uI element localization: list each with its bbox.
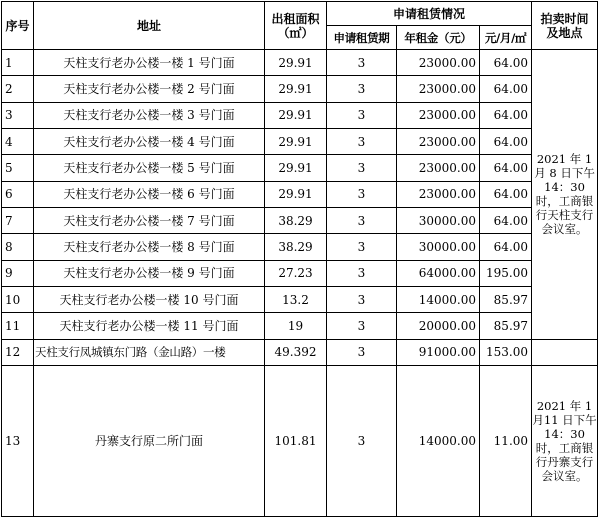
cell-annual-rent: 30000.00 bbox=[397, 234, 480, 260]
table-row bbox=[2, 50, 598, 76]
cell-address: 天柱支行老办公楼一楼 5 号门面 bbox=[34, 155, 265, 181]
table-row bbox=[2, 102, 598, 128]
cell-address: 天柱支行老办公楼一楼 3 号门面 bbox=[34, 102, 265, 128]
cell-term: 3 bbox=[327, 234, 397, 260]
cell-auction-info-1: 2021 年 1 月 8 日下午 14：30 时，工商银行天柱支行会议室。 bbox=[532, 50, 598, 340]
header-annual-rent: 年租金（元） bbox=[397, 26, 480, 50]
cell-term: 3 bbox=[327, 313, 397, 339]
cell-address: 天柱支行老办公楼一楼 7 号门面 bbox=[34, 208, 265, 234]
cell-annual-rent: 91000.00 bbox=[397, 339, 480, 365]
cell-annual-rent: 30000.00 bbox=[397, 208, 480, 234]
cell-index: 2 bbox=[2, 76, 34, 102]
cell-area: 29.91 bbox=[265, 129, 327, 155]
cell-area: 101.81 bbox=[265, 366, 327, 517]
header-term: 申请租赁期 bbox=[327, 26, 397, 50]
cell-area: 49.392 bbox=[265, 339, 327, 365]
cell-term: 3 bbox=[327, 102, 397, 128]
cell-index: 5 bbox=[2, 155, 34, 181]
header-area-line1: 出租面积 bbox=[271, 11, 320, 26]
table-row bbox=[2, 181, 598, 207]
cell-unit-price: 195.00 bbox=[480, 260, 532, 286]
cell-area: 29.91 bbox=[265, 102, 327, 128]
cell-annual-rent: 14000.00 bbox=[397, 366, 480, 517]
cell-term: 3 bbox=[327, 129, 397, 155]
cell-annual-rent: 23000.00 bbox=[397, 129, 480, 155]
cell-term: 3 bbox=[327, 339, 397, 365]
cell-term: 3 bbox=[327, 50, 397, 76]
cell-area: 29.91 bbox=[265, 50, 327, 76]
header-address: 地址 bbox=[34, 2, 265, 50]
cell-address: 天柱支行老办公楼一楼 2 号门面 bbox=[34, 76, 265, 102]
cell-unit-price: 64.00 bbox=[480, 102, 532, 128]
cell-unit-price: 64.00 bbox=[480, 50, 532, 76]
cell-area: 29.91 bbox=[265, 155, 327, 181]
cell-address: 天柱支行老办公楼一楼 4 号门面 bbox=[34, 129, 265, 155]
header-unit-price: 元/月/㎡ bbox=[480, 26, 532, 50]
cell-address: 天柱支行老办公楼一楼 10 号门面 bbox=[34, 287, 265, 313]
cell-area: 29.91 bbox=[265, 76, 327, 102]
cell-index: 1 bbox=[2, 50, 34, 76]
cell-unit-price: 85.97 bbox=[480, 313, 532, 339]
cell-area: 38.29 bbox=[265, 234, 327, 260]
table-row bbox=[2, 155, 598, 181]
cell-address: 天柱支行老办公楼一楼 6 号门面 bbox=[34, 181, 265, 207]
header-auction-line2: 及地点 bbox=[546, 25, 583, 40]
cell-address: 丹寨支行原二所门面 bbox=[34, 366, 265, 517]
cell-unit-price: 64.00 bbox=[480, 181, 532, 207]
table-row bbox=[2, 234, 598, 260]
cell-auction-empty bbox=[532, 339, 598, 365]
header-area bbox=[265, 2, 327, 50]
cell-term: 3 bbox=[327, 181, 397, 207]
cell-index: 13 bbox=[2, 366, 34, 517]
cell-term: 3 bbox=[327, 287, 397, 313]
table-row bbox=[2, 339, 598, 365]
table-row bbox=[2, 76, 598, 102]
cell-unit-price: 153.00 bbox=[480, 339, 532, 365]
cell-address: 天柱支行老办公楼一楼 11 号门面 bbox=[34, 313, 265, 339]
table-row bbox=[2, 260, 598, 286]
cell-address: 天柱支行老办公楼一楼 8 号门面 bbox=[34, 234, 265, 260]
cell-index: 12 bbox=[2, 339, 34, 365]
rental-auction-table bbox=[1, 1, 598, 517]
cell-unit-price: 64.00 bbox=[480, 155, 532, 181]
cell-unit-price: 64.00 bbox=[480, 234, 532, 260]
table-row bbox=[2, 208, 598, 234]
table-row bbox=[2, 287, 598, 313]
cell-area: 13.2 bbox=[265, 287, 327, 313]
cell-address: 天柱支行老办公楼一楼 1 号门面 bbox=[34, 50, 265, 76]
cell-annual-rent: 64000.00 bbox=[397, 260, 480, 286]
cell-index: 9 bbox=[2, 260, 34, 286]
cell-unit-price: 85.97 bbox=[480, 287, 532, 313]
header-area-line2: （㎡） bbox=[277, 25, 314, 40]
cell-term: 3 bbox=[327, 366, 397, 517]
cell-index: 7 bbox=[2, 208, 34, 234]
cell-annual-rent: 23000.00 bbox=[397, 76, 480, 102]
cell-term: 3 bbox=[327, 260, 397, 286]
cell-term: 3 bbox=[327, 208, 397, 234]
table-row bbox=[2, 129, 598, 155]
table-row bbox=[2, 366, 598, 517]
cell-annual-rent: 14000.00 bbox=[397, 287, 480, 313]
cell-index: 8 bbox=[2, 234, 34, 260]
cell-unit-price: 64.00 bbox=[480, 129, 532, 155]
cell-address: 天柱支行凤城镇东门路（金山路）一楼 bbox=[34, 339, 265, 365]
cell-area: 19 bbox=[265, 313, 327, 339]
cell-index: 6 bbox=[2, 181, 34, 207]
cell-annual-rent: 23000.00 bbox=[397, 102, 480, 128]
header-auction-line1: 拍卖时间 bbox=[540, 11, 589, 26]
cell-index: 11 bbox=[2, 313, 34, 339]
cell-index: 10 bbox=[2, 287, 34, 313]
header-index: 序号 bbox=[2, 2, 34, 50]
cell-auction-info-2: 2021 年 1 月11 日下午 14：30 时，工商银行丹寨支行会议室。 bbox=[532, 366, 598, 517]
cell-area: 27.23 bbox=[265, 260, 327, 286]
cell-unit-price: 64.00 bbox=[480, 208, 532, 234]
cell-term: 3 bbox=[327, 76, 397, 102]
cell-annual-rent: 23000.00 bbox=[397, 155, 480, 181]
cell-index: 4 bbox=[2, 129, 34, 155]
cell-index: 3 bbox=[2, 102, 34, 128]
cell-area: 38.29 bbox=[265, 208, 327, 234]
cell-unit-price: 64.00 bbox=[480, 76, 532, 102]
cell-annual-rent: 23000.00 bbox=[397, 50, 480, 76]
table-row bbox=[2, 313, 598, 339]
header-rental-group: 申请租赁情况 bbox=[327, 2, 532, 26]
cell-address: 天柱支行老办公楼一楼 9 号门面 bbox=[34, 260, 265, 286]
cell-annual-rent: 20000.00 bbox=[397, 313, 480, 339]
cell-annual-rent: 23000.00 bbox=[397, 181, 480, 207]
cell-term: 3 bbox=[327, 155, 397, 181]
cell-unit-price: 11.00 bbox=[480, 366, 532, 517]
cell-area: 29.91 bbox=[265, 181, 327, 207]
header-auction bbox=[532, 2, 598, 50]
